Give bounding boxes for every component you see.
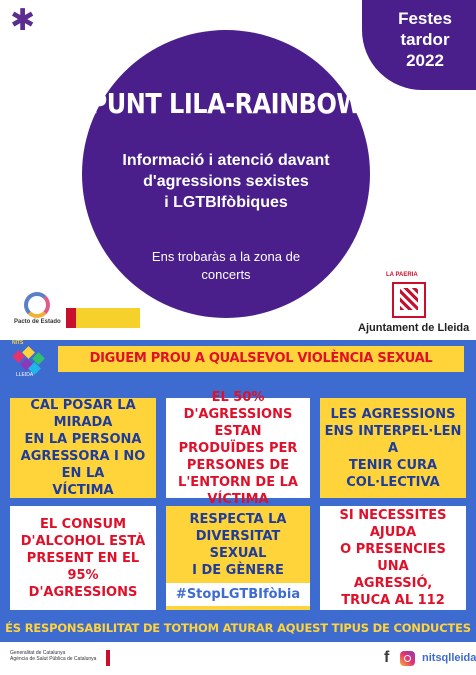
pacto-ring-icon [24, 292, 50, 318]
paeria-label: LA PAERIA [386, 272, 418, 278]
card-ajuda: SI NECESSITES AJUDA O PRESENCIES UNA AGRESSIÓ, TRUCA AL 112 [320, 506, 466, 610]
pacto-estado-logo: Pacto de Estado [14, 292, 60, 332]
card-cura: LES AGRESSIONS ENS INTERPEL·LEN A TENIR CURA COL·LECTIVA [320, 398, 466, 498]
footer-bar [0, 642, 476, 675]
card-mirada: CAL POSAR LA MIRADA EN LA PERSONA AGRESSORA I NO EN LA VÍCTIMA [10, 398, 156, 498]
card-entorn: EL 50% D'AGRESSIONS ESTAN PRODUÏDES PER PERSONES DE L'ENTORN DE LA VÍCTIMA [166, 398, 310, 498]
card-alcohol: EL CONSUM D'ALCOHOL ESTÀ PRESENT EN EL 95% D'AGRESSIONS [10, 506, 156, 610]
subtitle: Informació i atenció davant d'agressions sexistes i LGTBIfòbiques [122, 152, 330, 211]
instagram-icon[interactable] [400, 651, 415, 666]
ajuntament-label: Ajuntament de Lleida [358, 322, 470, 334]
lleida-shield-icon [392, 282, 426, 318]
main-banner: DIGUEM PROU A QUALSEVOL VIOLÈNCIA SEXUAL [58, 346, 464, 372]
asterisk-icon: ✱ [10, 4, 36, 37]
lleida-label: LLEIDA [16, 372, 34, 378]
festes-badge: Festes tardor 2022 [362, 0, 476, 90]
social-handle[interactable]: nitsqlleida [422, 652, 476, 664]
hashtag-label: #StopLGTBIfòbia [166, 583, 310, 606]
ministerio-logo [106, 650, 134, 666]
page-title: PUNT LILA-RAINBOW [89, 87, 363, 121]
gobierno-logo [66, 308, 140, 328]
nits-logo [8, 342, 48, 376]
location-text: Ens trobaràs a la zona de concerts [151, 249, 301, 282]
card-diversitat: RESPECTA LA DIVERSITAT SEXUAL I DE GÈNERE #StopLGTBIfòbia [166, 506, 310, 610]
footer-message: ÉS RESPONSABILITAT DE TOTHOM ATURAR AQUEST TIPUS DE CONDUCTES [5, 621, 471, 635]
info-circle [82, 30, 370, 318]
gencat-logo: Generalitat de Catalunya Agència de Salut Pública de Catalunya [10, 650, 97, 662]
bottom-section [0, 340, 476, 675]
facebook-icon[interactable]: f [384, 649, 390, 666]
nits-label: NITS [12, 340, 24, 346]
